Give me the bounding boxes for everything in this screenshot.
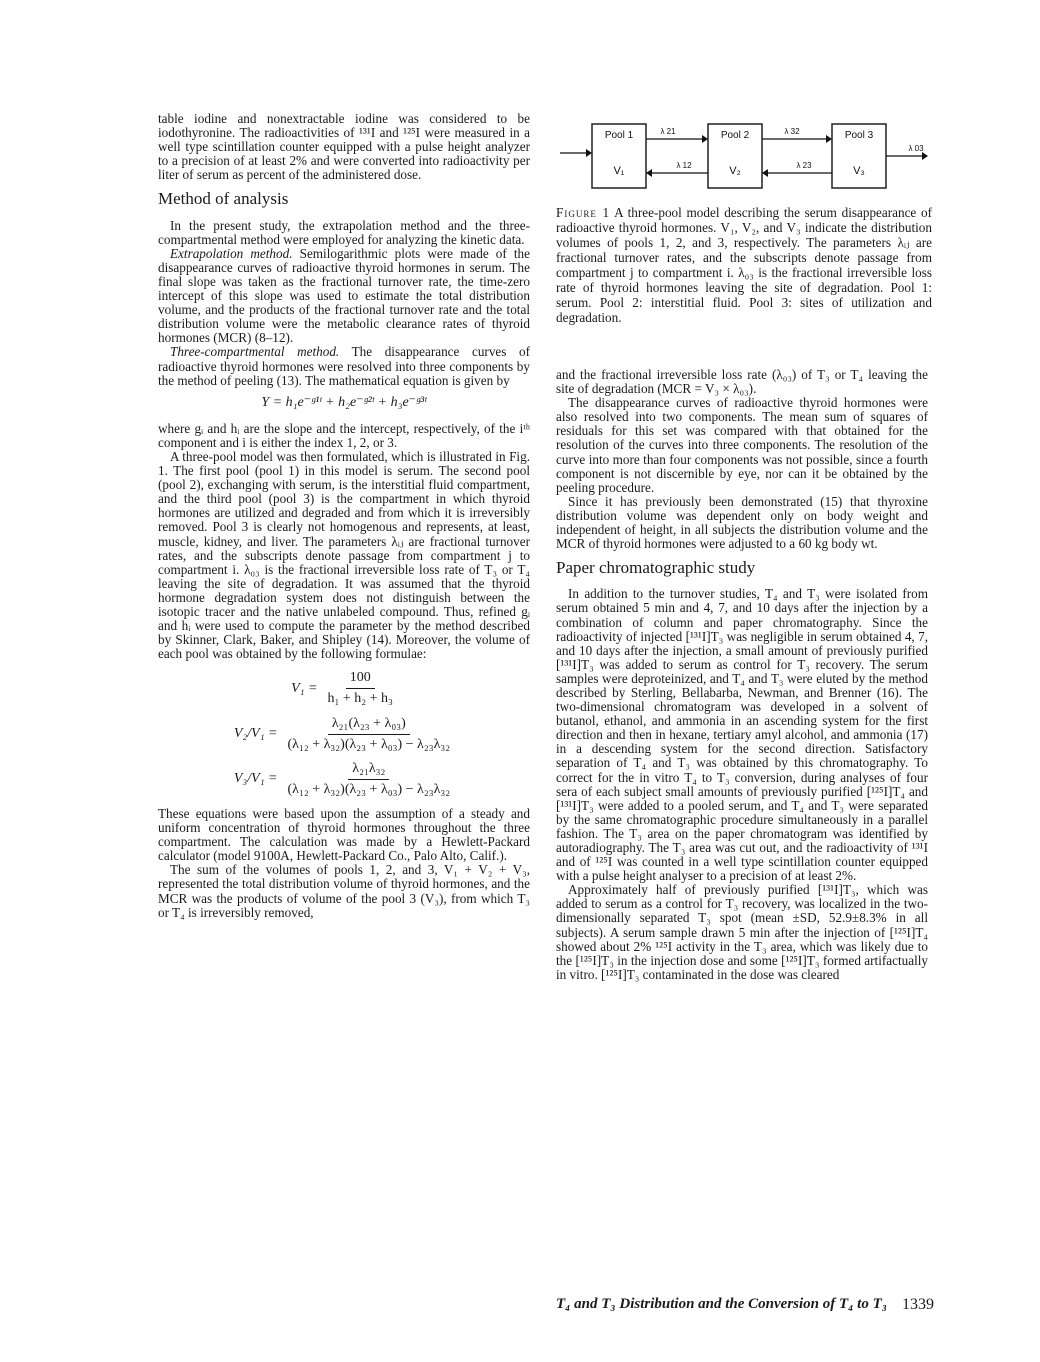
rate-l21: λ 21 [660,127,676,136]
paragraph: The sum of the volumes of pools 1, 2, and 3, V₁ + V₂ + V₃, represented the total distribution volume of thyroid hormones, and the MCR was the products of volume of the pool 3 (V₃), from which T₃ or T₄ is irreversibly removed, [158,862,530,920]
volume-v2: V₂ [729,165,741,177]
figure-caption [556,205,932,325]
numerator: 100 [346,671,375,689]
fraction [323,671,396,706]
formula-v3 [158,762,530,797]
arrowhead [922,152,928,160]
page-number: 1339 [902,1296,934,1313]
arrowhead [826,135,832,143]
rate-l12: λ 12 [676,161,692,170]
denominator: (λ₁₂ + λ₃₂)(λ₂₃ + λ₀₃) − λ₂₃λ₃₂ [287,736,451,752]
paragraph: and the fractional irreversible loss rate (λ₀₃) of T₃ or T₄ leaving the site of degradation (MCR = V₃ × λ₀₃). [556,367,928,397]
paragraph: These equations were based upon the assumption of a steady and uniform concentration of thyroid hormones throughout the three compartment. The calculation was made by a Hewlett-Packard calculator (model 9100A, Hewlett-Packard Co., Palo Alto, Calif.). [158,805,530,864]
volume-v1: V₁ [613,165,625,177]
numerator: λ₂₁λ₃₂ [348,762,389,780]
paragraph [158,345,530,387]
denominator: h₁ + h₂ + h₃ [327,691,393,707]
run-in-heading: Extrapolation method. [170,245,293,261]
three-pool-model-diagram [556,112,936,194]
rate-l03: λ 03 [908,144,924,153]
right-column [556,368,928,982]
formula-lhs: V₃/V₁ = [233,771,278,787]
fraction [284,762,455,797]
left-column [158,112,530,920]
numerator: λ₂₁(λ₂₃ + λ₀₃) [328,717,410,735]
caption-text: A three-pool model describing the serum disappearance of radioactive thyroid hormones. V₁, V₂, and V₃ indicate the distribution volumes of pools 1, 2, and 3, respectively. The parameters λᵢⱼ are fractional turnover rates, and the subscripts denote passage from compartment j to compartment i. λ₀₃ is the fractional irreversible loss rate of thyroid hormones leaving the site of degradation. Pool 1: serum. Pool 2: interstitial fluid. Pool 3: sites of utilization and degradation. [556,205,932,325]
paragraph: In addition to the turnover studies, T₄ and T₃ were isolated from serum obtained 5 min and 4, 7, and 10 days after the injection by a combination of column and paper chromatography. Since the radioactivity of injected [¹³¹I]T₃ was negligible in serum obtained 4, 7, and 10 days after the injection, a small amount of previously purified [¹³¹I]T₃ was added to serum as control for T₃ recovery. The serum samples were deproteinized, and T₄ and T₃ were eluted by the method described by Sterling, Bellabarba, Newman, and Brenner (16). The two-dimensional chromatogram was developed in a solvent of butanol, ethanol, and ammonia in an ascending system for the first direction and then in hexane, tertiary amyl alcohol, and ammonia (17) in a descending system for the second direction. Satisfactory separation of T₄ and T₃ was obtained by this chromatography. To correct for the in vitro T₄ to T₃ conversion, during analyses of four sera of each subject small amounts of previously purified [¹²⁵I]T₄ and [¹³¹I]T₃ were added to a pooled serum, and T₄ and T₃ were separated by the same chromatographic procedure simultaneously in a parallel fashion. The T₃ area on the paper chromatogram was identified by autoradiography. The T₃ area was cut out, and the radioactivity of ¹³¹I and of ¹²⁵I was counted in a well type scintillation counter equipped with a pulse height analyser to a precision of at least 2%. [556,586,928,884]
formula-lhs: V₁ = [291,680,318,696]
paragraph-text: The disappearance curves of radioactive thyroid hormones were resolved into three components by the method of peeling (13). The mathematical equation is given by [158,344,530,388]
paragraph [158,247,530,346]
section-heading-paper-chromatography: Paper chromatographic study [556,558,756,578]
page-footer [556,1296,934,1313]
paragraph: The disappearance curves of radioactive thyroid hormones were also resolved into two components. The mean sum of squares of residuals for this set was compared with that obtained for the resolution of the curves into three components. The resolution of the curve into more than four components was not possible, since a fourth component is not discernible by eye, nor can it be obtained by the peeling procedure. [556,395,928,495]
arrowhead [646,169,652,177]
paragraph: Since it has previously been demonstrated (15) that thyroxine distribution volume was dependent only on body weight and independent of height, in all subjects the distribution volume and the MCR of thyroid hormones were adjusted to a 60 kg body wt. [556,493,928,552]
figure-label: Figure 1 [556,205,611,220]
denominator: (λ₁₂ + λ₃₂)(λ₂₃ + λ₀₃) − λ₂₃λ₃₂ [287,781,451,797]
running-title: T₄ and T₃ Distribution and the Conversion of T₄ to T₃ [556,1296,887,1312]
formula-v2 [158,717,530,752]
pool-2-label: Pool 2 [720,130,750,141]
pool-1-label: Pool 1 [604,130,634,141]
run-in-heading: Three-compartmental method. [170,344,340,360]
volume-v3: V₃ [853,165,865,177]
pool-3-label: Pool 3 [844,130,874,141]
paragraph: In the present study, the extrapolation method and the three-compartmental method were employed for analyzing the kinetic data. [158,217,530,247]
paragraph-text: Semilogarithmic plots were made of the disappearance curves of radioactive thyroid hormones in serum. The final slope was taken as the fractional turnover rate, the time-zero intercept of this slope was used to estimate the total distribution volume, and the products of the fractional turnover rate and the total distribution volume were the metabolic clearance rates of thyroid hormones (MCR) (8–12). [158,245,530,346]
fraction [284,717,455,752]
rate-l23: λ 23 [796,161,812,170]
paragraph: where gᵢ and hᵢ are the slope and the intercept, respectively, of the iᵗʰ component and i is either the index 1, 2, or 3. [158,420,530,450]
arrowhead [586,149,592,157]
formula-v1 [158,671,530,706]
arrowhead [702,135,708,143]
paragraph: table iodine and nonextractable iodine was considered to be iodothyronine. The radioactivities of ¹³¹I and ¹²⁵I were measured in a well type scintillation counter equipped with a pulse height analyzer to a precision of at least 2% and were converted into radioactivity per liter of serum as percent of the administered dose. [158,111,530,183]
rate-l32: λ 32 [784,127,800,136]
arrowhead [762,169,768,177]
equation: Y = h₁e⁻ᵍ¹ᵗ + h₂e⁻ᵍ²ᵗ + h₃e⁻ᵍ³ᵗ [261,394,427,410]
paragraph: A three-pool model was then formulated, which is illustrated in Fig. 1. The first pool (pool 1) in this model is serum. The second pool (pool 2), exchanging with serum, is the interstitial fluid compartment, and the third pool (pool 3) is the compartment in which thyroid hormones are utilized and degraded and from which it is irreversibly removed. Pool 3 is clearly not homogenous and represents, at least, muscle, kidney, and liver. The parameters λᵢⱼ are fractional turnover rates, and the subscripts denote passage from compartment j to compartment i. λ₀₃ is the fractional irreversible loss rate of T₃ or T₄ leaving the site of degradation. It was assumed that the thyroid hormone degradation system does not distinguish between the isotopic tracer and the native unlabeled compound. Thus, refined gᵢ and hᵢ were used to compute the parameter by the method described by Skinner, Clark, Baker, and Shipley (14). Moreover, the volume of each pool was obtained by the following formulae: [158,448,530,662]
paragraph: Approximately half of previously purified [¹³¹I]T₃, which was added to serum as a control for T₃ recovery, was localized in the two-dimensionally separated T₃ spot (mean ±SD, 52.9±8.3% in all subjects). A serum sample drawn 5 min after the injection of [¹²⁵I]T₄ showed about 2% ¹²⁵I activity in the T₃ area, which was likely due to the [¹²⁵I]T₃ in the injection dose and some [¹²⁵I]T₃ formed artifactually in vitro. [¹²⁵I]T₃ contaminated in the dose was cleared [556,882,928,982]
section-heading-method: Method of analysis [158,189,289,209]
formula-lhs: V₂/V₁ = [233,726,278,742]
